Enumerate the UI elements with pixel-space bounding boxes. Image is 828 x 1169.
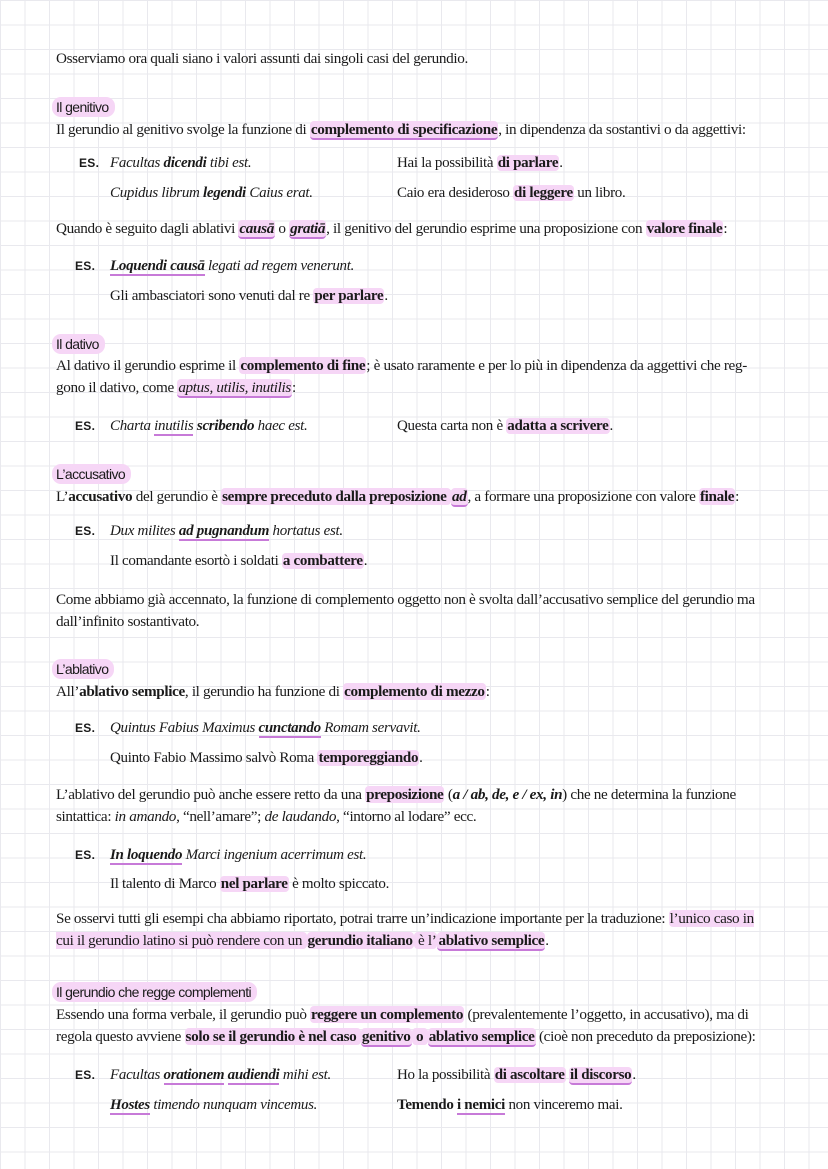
ablativo-paragraph-3: Se osservi tutti gli esempi cha abbiamo riportato, potrai trarre un’indicazione importante per la traduzione: l’unico caso in cui il gerundio latino si può rendere con un gerundio italiano è l’ ablativo semplice. — [56, 910, 754, 949]
accusativo-heading: L’accusativo — [52, 464, 131, 484]
reggente-paragraph-1: Essendo una forma verbale, il gerundio può reggere un complemento (prevalentemente l’oggetto, in accusativo), ma di regola questo avviene solo se il gerundio è nel caso genitivo o ablativo semplice (cioè non preceduto da preposizione): — [56, 1006, 756, 1045]
ablativo-heading: L’ablativo — [52, 659, 114, 679]
es-label: ES. — [75, 419, 96, 433]
dativo-paragraph-1: Al dativo il gerundio esprime il complemento di fine; è usato raramente e per lo più in dipendenza da aggettivi che reg-gono il dativo, come aptus, utilis, inutilis: — [56, 357, 747, 396]
ablativo-example-2-italian: Il talento di Marco nel parlare è molto spiccato. — [110, 876, 390, 892]
dativo-example-1-italian: Questa carta non è adatta a scrivere. — [397, 418, 613, 434]
reggente-heading: Il gerundio che regge complementi — [52, 982, 257, 1002]
dativo-example-1-latin: Charta inutilis scribendo haec est. — [110, 418, 308, 434]
genitivo-example-3-italian: Gli ambasciatori sono venuti dal re per parlare. — [110, 288, 388, 304]
accusativo-paragraph-2: Come abbiamo già accennato, la funzione di complemento oggetto non è svolta dall’accusativo semplice del gerundio ma dall’infinito sostantivato. — [56, 591, 755, 630]
genitivo-example-1-latin: Facultas dicendi tibi est. — [110, 155, 252, 171]
es-label: ES. — [75, 259, 96, 273]
genitivo-example-2-italian: Caio era desideroso di leggere un libro. — [397, 185, 626, 201]
reggente-example-1-italian: Ho la possibilità di ascoltare il discorso. — [397, 1067, 636, 1083]
reggente-example-2-italian: Temendo i nemici non vinceremo mai. — [397, 1097, 623, 1113]
es-label: ES. — [75, 524, 96, 538]
genitivo-paragraph-2: Quando è seguito dagli ablativi causā o gratiā, il genitivo del gerundio esprime una proposizione con valore finale: — [56, 220, 728, 237]
ablativo-paragraph-2: L’ablativo del gerundio può anche essere retto da una preposizione (a / ab, de, e / ex, in) che ne determina la funzione sintattica: in amando, “nell’amare”; de laudando, “intorno al lodare” ecc. — [56, 786, 736, 825]
ablativo-example-1-latin: Quintus Fabius Maximus cunctando Romam servavit. — [110, 720, 421, 736]
accusativo-example-1-latin: Dux milites ad pugnandum hortatus est. — [110, 523, 343, 539]
genitivo-example-3-latin: Loquendi causā legati ad regem venerunt. — [110, 258, 355, 274]
es-label: ES. — [79, 156, 100, 170]
ablativo-example-1-italian: Quinto Fabio Massimo salvò Roma temporeggiando. — [110, 750, 423, 766]
intro-text: Osserviamo ora quali siano i valori assunti dai singoli casi del gerundio. — [56, 50, 468, 67]
dativo-heading: Il dativo — [52, 334, 105, 354]
es-label: ES. — [75, 848, 96, 862]
es-label: ES. — [75, 721, 96, 735]
accusativo-paragraph-1: L’accusativo del gerundio è sempre preceduto dalla preposizione ad, a formare una proposizione con valore finale: — [56, 488, 739, 505]
genitivo-example-2-latin: Cupidus librum legendi Caius erat. — [110, 185, 313, 201]
genitivo-paragraph-1: Il gerundio al genitivo svolge la funzione di complemento di specificazione, in dipendenza da sostantivi o da aggettivi: — [56, 121, 746, 138]
reggente-example-2-latin: Hostes timendo nunquam vincemus. — [110, 1097, 318, 1113]
es-label: ES. — [75, 1068, 96, 1082]
accusativo-example-1-italian: Il comandante esortò i soldati a combattere. — [110, 553, 368, 569]
reggente-example-1-latin: Facultas orationem audiendi mihi est. — [110, 1067, 332, 1083]
genitivo-example-1-italian: Hai la possibilità di parlare. — [397, 155, 563, 171]
ablativo-example-2-latin: In loquendo Marci ingenium acerrimum est. — [110, 847, 367, 863]
ablativo-paragraph-1: All’ablativo semplice, il gerundio ha funzione di complemento di mezzo: — [56, 683, 490, 700]
genitivo-heading: Il genitivo — [52, 97, 115, 117]
